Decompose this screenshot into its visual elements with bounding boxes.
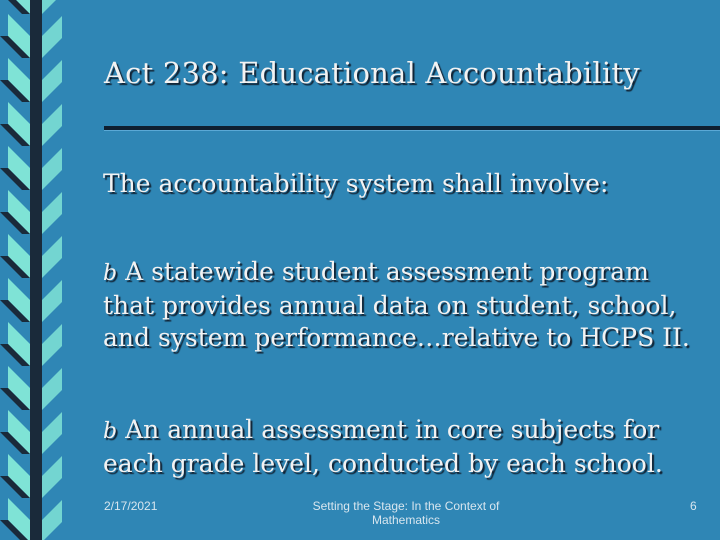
ribbon-segment-right <box>42 456 62 498</box>
footer-date: 2/17/2021 <box>104 499 158 513</box>
ribbon-segment-right <box>42 60 62 102</box>
ribbon-segment-right <box>42 412 62 454</box>
ribbon-segment-right <box>42 236 62 278</box>
ribbon-segment-right <box>42 280 62 322</box>
ribbon-segment-right <box>42 148 62 190</box>
bullet-text: A statewide student assessment program that provides annual data on student, school, and system performance…relative to HCPS II. <box>103 257 690 352</box>
bullet-marker: b <box>103 419 118 444</box>
ribbon-segment-right <box>42 16 62 58</box>
ribbon-segment-right <box>42 324 62 366</box>
vertical-bar <box>30 0 42 540</box>
footer-title: Setting the Stage: In the Context of Mathematics <box>312 499 500 527</box>
ribbon-segment-right <box>42 500 62 540</box>
intro-text: The accountability system shall involve: <box>103 169 609 198</box>
footer-page-number: 6 <box>690 499 697 513</box>
title-divider <box>104 126 720 130</box>
ribbon-segment-right <box>42 368 62 410</box>
bullet-marker: b <box>103 261 118 286</box>
slide-title: Act 238: Educational Accountability <box>104 56 640 90</box>
ribbon-segment-right <box>42 104 62 146</box>
bullet-item-2 <box>103 414 703 480</box>
ribbon-segment-right <box>42 0 62 14</box>
bullet-text: An annual assessment in core subjects for each grade level, conducted by each school. <box>103 415 663 478</box>
bullet-item-1 <box>103 256 703 354</box>
ribbon-segment-right <box>42 192 62 234</box>
